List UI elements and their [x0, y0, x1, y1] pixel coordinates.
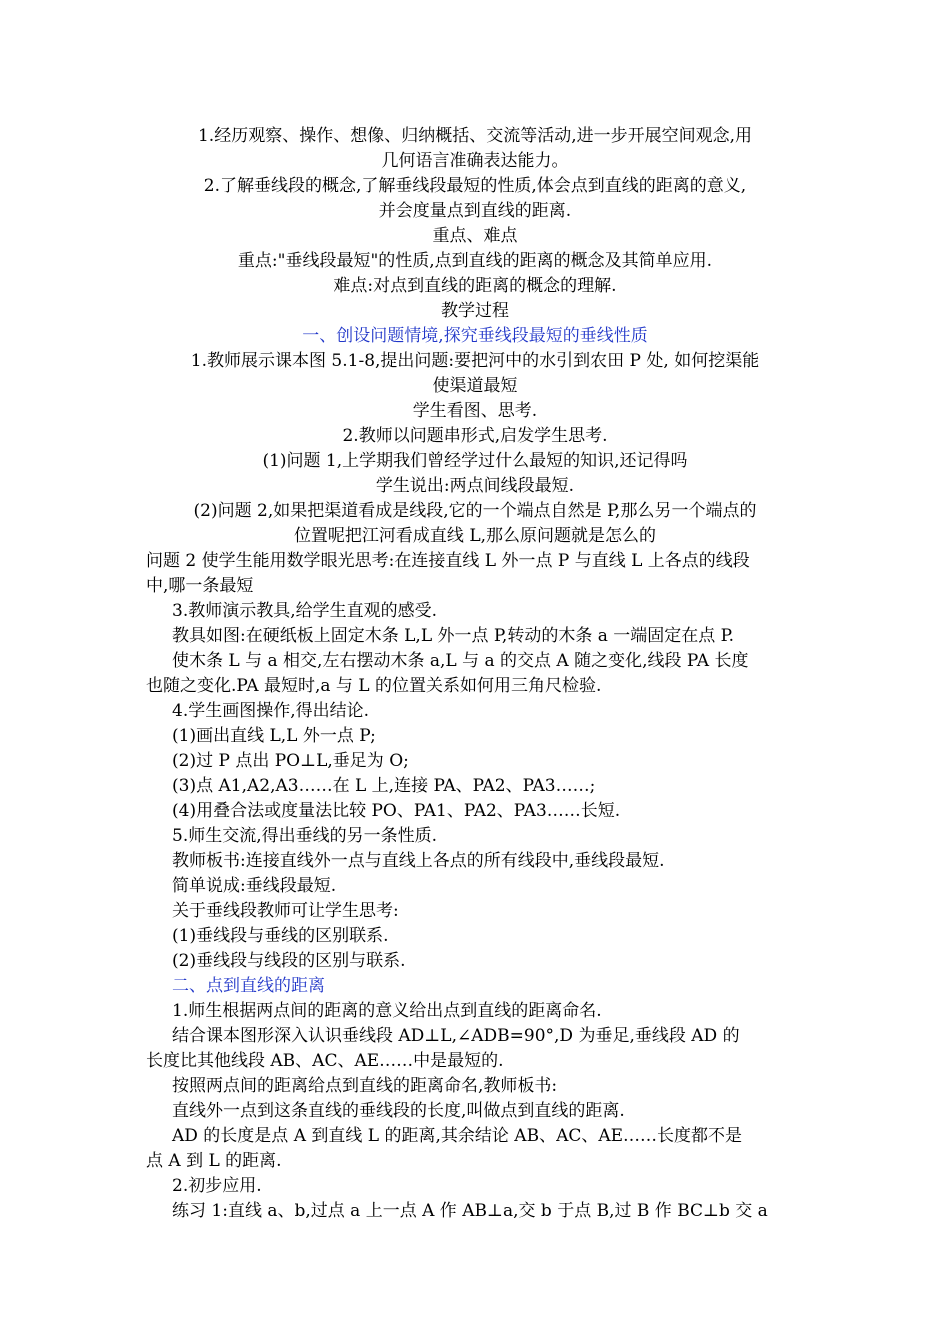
s1-question-2-line-2: 位置呢把江河看成直线 L,那么原问题就是怎么的 [293, 526, 657, 546]
s1-think: 关于垂线段教师可让学生思考: [172, 901, 399, 921]
s1-p4: 4.学生画图操作,得出结论. [172, 701, 370, 721]
s1-question-2-note-line-2: 中,哪一条最短 [146, 576, 254, 596]
s1-p3-desc2-line-1: 使木条 L 与 a 相交,左右摆动木条 a,L 与 a 的交点 A 随之变化,线段 PA 长度 [172, 651, 749, 671]
s1-think-2: (2)垂线段与线段的区别与联系. [172, 951, 406, 971]
s2-exercise-1: 练习 1:直线 a、b,过点 a 上一点 A 作 AB⊥a,交 b 于点 B,过 B 作 BC⊥b 交 a [172, 1201, 768, 1221]
s1-think-1: (1)垂线段与垂线的区别联系. [172, 926, 389, 946]
difficulty-point: 难点:对点到直线的距离的概念的理解. [333, 276, 617, 296]
s2-p1b-line-1: 结合课本图形深入认识垂线段 AD⊥L,∠ADB=90°,D 为垂足,垂线段 AD 的 [172, 1026, 740, 1046]
s1-simple: 简单说成:垂线段最短. [172, 876, 337, 896]
goal-1-line-1: 1.经历观察、操作、想像、归纳概括、交流等活动,进一步开展空间观念,用 [197, 126, 753, 146]
s1-p3-desc2-line-2: 也随之变化.PA 最短时,a 与 L 的位置关系如何用三角尺检验. [146, 676, 602, 696]
s1-step-4: (4)用叠合法或度量法比较 PO、PA1、PA2、PA3……长短. [172, 801, 621, 821]
s1-question-2-note-line-1: 问题 2 使学生能用数学眼光思考:在连接直线 L 外一点 P 与直线 L 上各点的线段 [146, 551, 750, 571]
s1-question-1: (1)问题 1,上学期我们曾经学过什么最短的知识,还记得吗 [262, 451, 688, 471]
process-heading: 教学过程 [441, 301, 509, 321]
s2-definition: 直线外一点到这条直线的垂线段的长度,叫做点到直线的距离. [172, 1101, 625, 1121]
key-point: 重点:"垂线段最短"的性质,点到直线的距离的概念及其简单应用. [237, 251, 713, 271]
goal-2-line-2: 并会度量点到直线的距离. [378, 201, 572, 221]
s2-p2: 2.初步应用. [172, 1176, 262, 1196]
s1-step-3: (3)点 A1,A2,A3……在 L 上,连接 PA、PA2、PA3……; [172, 776, 596, 796]
s1-p1-line-2: 使渠道最短 [432, 376, 518, 396]
keypoints-heading: 重点、难点 [432, 226, 518, 246]
s1-board: 教师板书:连接直线外一点与直线上各点的所有线段中,垂线段最短. [172, 851, 665, 871]
s1-p1-line-1: 1.教师展示课本图 5.1-8,提出问题:要把河中的水引到农田 P 处, 如何挖渠能 [190, 351, 760, 371]
goal-1-line-2: 几何语言准确表达能力。 [381, 151, 569, 171]
s2-p1d-line-2: 点 A 到 L 的距离. [146, 1151, 282, 1171]
s2-p1: 1.师生根据两点间的距离的意义给出点到直线的距离命名. [172, 1001, 602, 1021]
s1-question-2-line-1: (2)问题 2,如果把渠道看成是线段,它的一个端点自然是 P,那么另一个端点的 [193, 501, 757, 521]
s2-p1b-line-2: 长度比其他线段 AB、AC、AE……中是最短的. [146, 1051, 504, 1071]
section-1-title: 一、创设问题情境,探究垂线段最短的垂线性质 [302, 326, 648, 346]
s1-p1-line-3: 学生看图、思考. [412, 401, 538, 421]
s2-p1d-line-1: AD 的长度是点 A 到直线 L 的距离,其余结论 AB、AC、AE……长度都不是 [172, 1126, 743, 1146]
s1-step-1: (1)画出直线 L,L 外一点 P; [172, 726, 376, 746]
s1-p2: 2.教师以问题串形式,启发学生思考. [342, 426, 608, 446]
section-2-title: 二、点到直线的距离 [172, 976, 325, 996]
s2-p1c: 按照两点间的距离给点到直线的距离命名,教师板书: [172, 1076, 558, 1096]
s1-question-1-answer: 学生说出:两点间线段最短. [375, 476, 575, 496]
s1-step-2: (2)过 P 点出 PO⊥L,垂足为 O; [172, 751, 409, 771]
s1-p5: 5.师生交流,得出垂线的另一条性质. [172, 826, 438, 846]
s1-p3: 3.教师演示教具,给学生直观的感受. [172, 601, 438, 621]
goal-2-line-1: 2.了解垂线段的概念,了解垂线段最短的性质,体会点到直线的距离的意义, [203, 176, 747, 196]
s1-p3-desc: 教具如图:在硬纸板上固定木条 L,L 外一点 P,转动的木条 a 一端固定在点 P. [172, 626, 735, 646]
